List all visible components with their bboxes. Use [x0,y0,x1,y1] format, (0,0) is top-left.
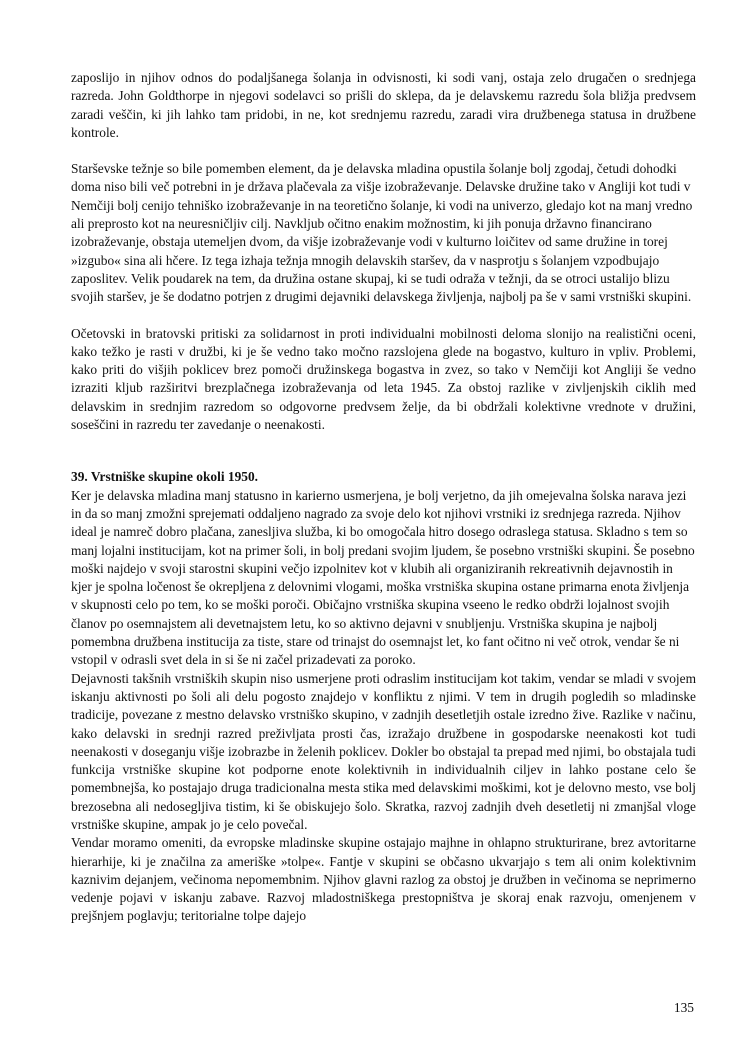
section-gap [71,434,696,468]
paragraph-2: Starševske težnje so bile pomemben element, da je delavska mladina opustila šolanje bolj zgodaj, četudi dohodki doma niso bili več potrebni in je država plačevala za višje izobraževanje. Delavske družine tako v Angliji kot tudi v Nemčiji bolj cenijo tehniško izobraževanje in na teoretično šolanje, ki vodi na univerzo, gledajo kot na manj vredno ali preprosto kot na neuresničljiv cilj. Navkljub očitno enakim možnostim, ki jih ponuja državno financirano izobraževanje, obstaja utemeljen dvom, da višje izobraževanje vodi v kulturno loičitev od same družine in torej »izgubo« sina ali hčere. Iz tega izhaja težnja mnogih delavskih staršev, da v nasprotju s šolanjem vzpodbujajo zaposlitev. Velik poudarek na tem, da družina ostane skupaj, ki se tudi odraža v težnji, da se otroci ustalijo blizu svojih staršev, je še dodatno potrjen z drugimi dejavniki delavskega življenja, najbolj pa še v sami vrstniški skupini. [71,161,693,305]
paragraph-gap [71,307,696,325]
paragraph-1: zaposlijo in njihov odnos do podaljšanega šolanja in odvisnosti, ki sodi vanj, ostaja zelo drugačen o srednjega razreda. John Goldthorpe in njegovi sodelavci so prišli do sklepa, da je delavskemu razredu šola bližja predvsem zaradi veščin, ki jih lahko tam pridobi, in ne, kot srednjemu razredu, zaradi vira družbenega statusa in družbene kontrole. [71,70,696,140]
page-number: 135 [673,1000,694,1015]
section-heading: 39. Vrstniške skupine okoli 1950. [71,469,259,485]
paragraph-4: Ker je delavska mladina manj statusno in karierno usmerjena, je bolj verjetno, da jih omejevalna šolska narava jezi in da so manj zmožni sprejemati oddaljeno nagrado za svoje delo kot njihovi vrstniki iz srednjega razreda. Njihov ideal je namreč dobro plačana, zanesljiva služba, ki bo omogočala hitro dosego odraslega statusa. Skladno s tem so manj lojalni institucijam, kot na primer šoli, in bolj predani svojim ljudem, še posebno vrstniški skupini. Še posebno moški najdejo v svoji starostni skupini večjo izpolnitev kot v klubih ali organiziranih rekreativnih dejavnostih in kjer je spolna ločenost še okrepljena z delovnimi vlogami, moška vrstniška skupina ostane primarna enota življenja v skupnosti celo po tem, ko se moški poroči. Običajno vrstniška skupina vseeno le redko obdrži lojalnost svojih članov po osemnajstem ali devetnajstem letu, ko so aktivno dejavni v snubljenju. Vrstniška skupina je najbolj pomembna družbena institucija za tiste, stare od trinajst do osemnajst let, ko fant očitno ni več otrok, vendar še ni vstopil v odrasli svet dela in si še ni začel prizadevati za poroko. [71,487,695,668]
paragraph-5: Dejavnosti takšnih vrstniških skupin niso usmerjene proti odraslim institucijam kot takim, vendar se mladi v svojem iskanju aktivnosti po šoli ali delu pogosto znajdejo v konfliktu z njimi. V tem in drugih pogledih so mladinske tradicije, povezane z mestno delavsko vrstniško skupino, v zadnjih desetletjih ostale izredno žive. Razlike v načinu, kako delavski in srednji razred preživljata prosti čas, izražajo družbene in gospodarske neenakosti kot tudi neenakosti v doseganju višje izobrazbe in želenih poklicev. Dokler bo obstajal ta prepad med njimi, bo obstajala tudi funkcija vrstniške skupine kot podporne enote kolektivnih in individualnih ciljev in lahko postane celo še pomembnejša, ko postajajo druga tradicionalna mesta stika med delavskimi moškimi, kot je delovno mesto, vse bolj brezosebna ali nedosegljiva tistim, ki še obiskujejo šolo. Skratka, razvoj zadnjih dveh desetletij ni zmanjšal vloge vrstniške skupine, ampak jo je celo povečal. [71,670,696,832]
paragraph-6: Vendar moramo omeniti, da evropske mladinske skupine ostajajo majhne in ohlapno strukturirane, brez avtoritarne hierarhije, ki je značilna za ameriške »tolpe«. Fantje v skupini se občasno ukvarjajo s tem ali onim kolektivnim kaznivim dejanjem, večinoma nepomembnim. Njihov glavni razlog za obstoj je družben in večinoma se neprimerno vedenje pojavi v iskanju zabave. Razvoj mladostniškega prestopništva je skoraj enak razvoju, omenjenem v prejšnjem poglavju; teritorialne tolpe dajejo [71,835,696,924]
paragraph-3: Očetovski in bratovski pritiski za solidarnost in proti individualni mobilnosti deloma slonijo na realistični oceni, kako težko je rasti v družbi, ki je še vedno tako močno razslojena glede na bogastvo, kulturo in vpliv. Problemi, kako priti do višjih poklicev brez pomoči družinskega bogastva in zvez, so tako v Nemčiji kot Angliji še vedno izraziti kljub razširitvi brezplačnega izobraževanja od leta 1945. Za obstoj razlike v zivljenjskih ciklih med delavskim in srednjim razredom so odgovorne predvsem želje, da bi obdržali kolektivne vrednote v družini, soseščini in razredu ter zavedanje o neenakosti. [71,325,696,433]
document-page [71,69,696,926]
paragraph-gap [71,142,696,160]
